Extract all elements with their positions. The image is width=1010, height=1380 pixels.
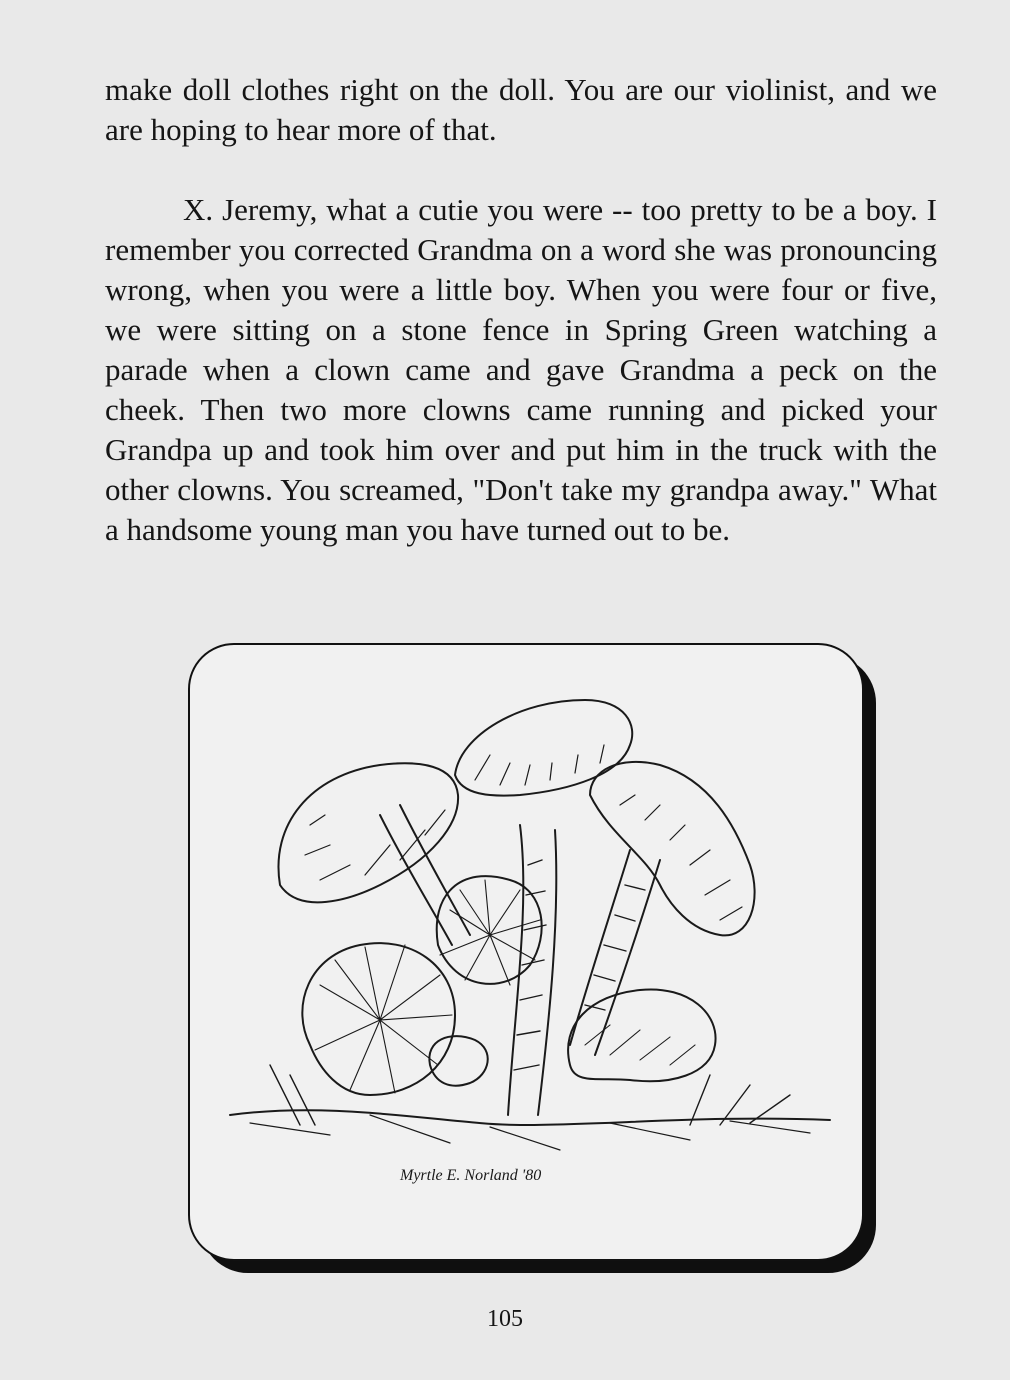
illustration-frame — [188, 643, 876, 1273]
stem-center-left — [508, 825, 523, 1115]
paragraph-intro: make doll clothes right on the doll. You are our violinist, and we are hoping to hear more of that. — [105, 72, 937, 147]
paragraph-jeremy: X. Jeremy, what a cutie you were -- too pretty to be a boy. I remember you corrected Grandma on a word she was pronouncing wrong, when you were a little boy. When you were four or five, we were sitting on a stone fence in Spring Green watching a parade when a clown came and gave Grandma a peck on the cheek. Then two more clowns came running and picked your Grandpa up and took him over and put him in the truck with the other clowns. You screamed, "Don't take my grandpa away." What a handsome young man you have turned out to be. — [105, 192, 937, 547]
artist-signature: Myrtle E. Norland '80 — [400, 1167, 542, 1184]
cap-small-bud — [429, 1036, 487, 1086]
page-number: 105 — [487, 1306, 523, 1332]
cap-lower-right — [568, 989, 715, 1081]
cap-right — [590, 762, 755, 936]
cap-top-center — [455, 700, 632, 796]
cap-left — [278, 763, 458, 902]
illustration-card — [188, 643, 864, 1261]
mushroom-drawing — [190, 645, 862, 1259]
